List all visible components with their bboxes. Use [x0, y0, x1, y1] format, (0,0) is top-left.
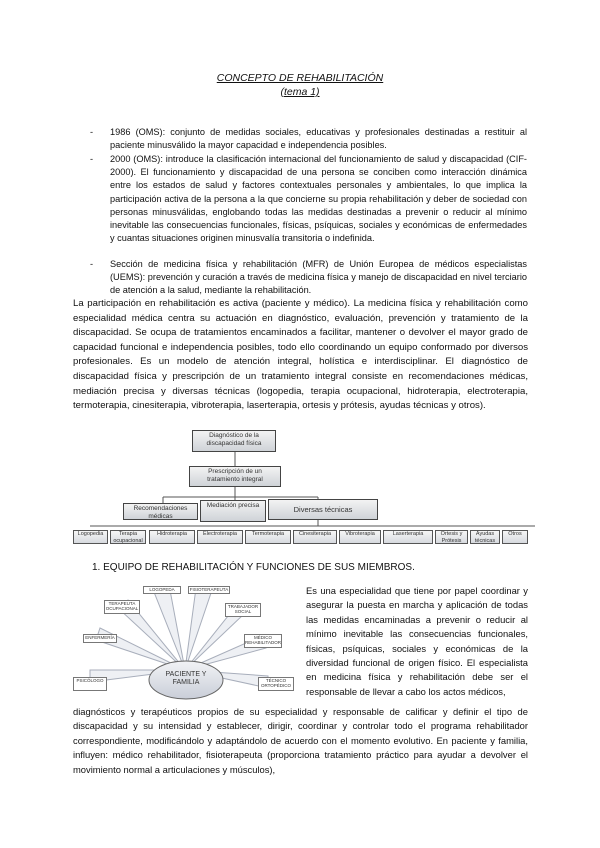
section-heading: 1. EQUIPO DE REHABILITACIÓN Y FUNCIONES DE SUS MIEMBROS.	[92, 562, 415, 573]
diagram-leaf: Ayudas técnicas	[470, 530, 500, 544]
intro-paragraph: La participación en rehabilitación es activa (paciente y médico). La medicina física y rehabilitación como especialidad médica centra su actuación en diagnóstico, evaluación, prevención y tratamiento de la discapacidad. Se ocupa de tratamientos encaminados a facilitar, mantener o devolver el mayor grado de capacidad funcional e independencia posibles, todo ello coordinando un equipo conformado por diversos profesionales. Es un modelo de atención integral, holística e interdisciplinar. El diagnóstico de discapacidad física y prescripción de un tratamiento integral consiste en recomendaciones médicas, mediación precisa y diversas técnicas (logopedia, terapia ocupacional, hidroterapia, electroterapia, termoterapia, cinesiterapia, vibroterapia, laserterapia, ortesis y prótesis, ayudas técnicas y otros).	[73, 298, 528, 412]
team-center-label: PACIENTE Y FAMILIA	[165, 671, 207, 686]
diagram-prescription-box: Prescripción de un tratamiento integral	[189, 466, 281, 487]
diagram-leaf: Ortesis y Prótesis	[435, 530, 468, 544]
diagram-root-box: Diagnóstico de la discapacidad física	[192, 430, 276, 452]
diagram-branch-box: Diversas técnicas	[268, 499, 378, 520]
diagram-leaf: Cinesiterapia	[293, 530, 337, 544]
diagram-leaf: Otros	[502, 530, 528, 544]
bullet-dash: -	[90, 127, 94, 137]
team-member-box: FISIOTERAPEUTA	[189, 587, 229, 592]
diagram-leaf: Vibroterapia	[339, 530, 381, 544]
bullet-text: 1986 (OMS): conjunto de medidas sociales, educativas y profesionales destinadas a restituir al paciente minusválido la mayor capacidad e independencia posibles.	[110, 127, 527, 151]
page-title: CONCEPTO DE REHABILITACIÓN	[216, 72, 384, 84]
team-member-box: LOGOPEDA	[143, 586, 181, 594]
bullet-dash: -	[90, 259, 94, 269]
page-subtitle: (tema 1)	[280, 86, 320, 98]
side-paragraph: Es una especialidad que tiene por papel coordinar y asegurar la puesta en marcha y aplicación de todas las medidas encaminadas a prevenir o reducir al mínimo inevitable las consecuencias funcionales, físicas, psíquicas, sociales y económicas de la diversidad funcional de origen físico. El especialista en medicina física y rehabilitación debe ser el responsable de llevar a cabo los actos médicos,	[306, 585, 528, 697]
diagram-leaf: Terapia ocupacional	[110, 530, 146, 544]
team-member-box: MÉDICO REHABILITADOR	[244, 634, 282, 648]
diagram-branch-box: Recomendaciones médicas	[123, 503, 198, 520]
diagram-leaf: Hidroterapia	[149, 530, 195, 544]
team-member-box: PSICÓLOGO	[73, 677, 107, 691]
team-member-box: TRABAJADOR SOCIAL	[225, 603, 261, 617]
team-member-box: TERAPEUTA OCUPACIONAL	[104, 600, 140, 614]
diagram-leaf: Logopedia	[73, 530, 108, 544]
bottom-paragraph: diagnósticos y terapéuticos propios de su especialidad y responsable de calificar y definir el tipo de discapacidad y su intensidad y establecer, dirigir, coordinar y controlar todo el programa rehabilitador correspondiente, modificándolo y adaptándolo de acuerdo con el momento evolutivo. En paciente y familia, influyen: médico rehabilitador, fisioterapeuta (proporciona tratamiento práctico para ayudar a devolver el movimiento normal a articulaciones y músculos),	[73, 706, 528, 775]
team-member-box: ENFERMERÍA	[83, 634, 117, 643]
diagram-branch-box: Mediación precisa	[200, 500, 266, 522]
team-member-box: TÉCNICO ORTOPÉDICO	[258, 677, 294, 691]
bullet-dash: -	[90, 154, 94, 164]
bullet-text: 2000 (OMS): introduce la clasificación internacional del funcionamiento de salud y discapacidad (CIF-2000). El funcionamiento y discapacidad de una persona se conciben como interacción dinámica entre los estados de salud y factores contextuales personales y ambientales, lo que implica la participación activa de la persona a la que concierne su propia rehabilitación y deber de sociedad con personas minusválidas, englobando todas las medidas destinadas a prevenir o reducir al mínimo inevitable las consecuencias funcionales, físicas, psíquicas, sociales y económicas de enfermedades y cuantas situaciones originen minusvalía transitoria o indefinida.	[110, 154, 527, 244]
bullet-text: Sección de medicina física y rehabilitación (MFR) de Unión Europea de médicos especialistas (UEMS): prevención y curación a través de medicina física y manejo de discapacidad en nivel terciario de atención a la salud, mediante la rehabilitación.	[110, 259, 527, 296]
diagram-leaf: Laserterapia	[383, 530, 433, 544]
diagram-leaf: Electroterapia	[197, 530, 243, 544]
diagram-leaf: Termoterapia	[245, 530, 291, 544]
